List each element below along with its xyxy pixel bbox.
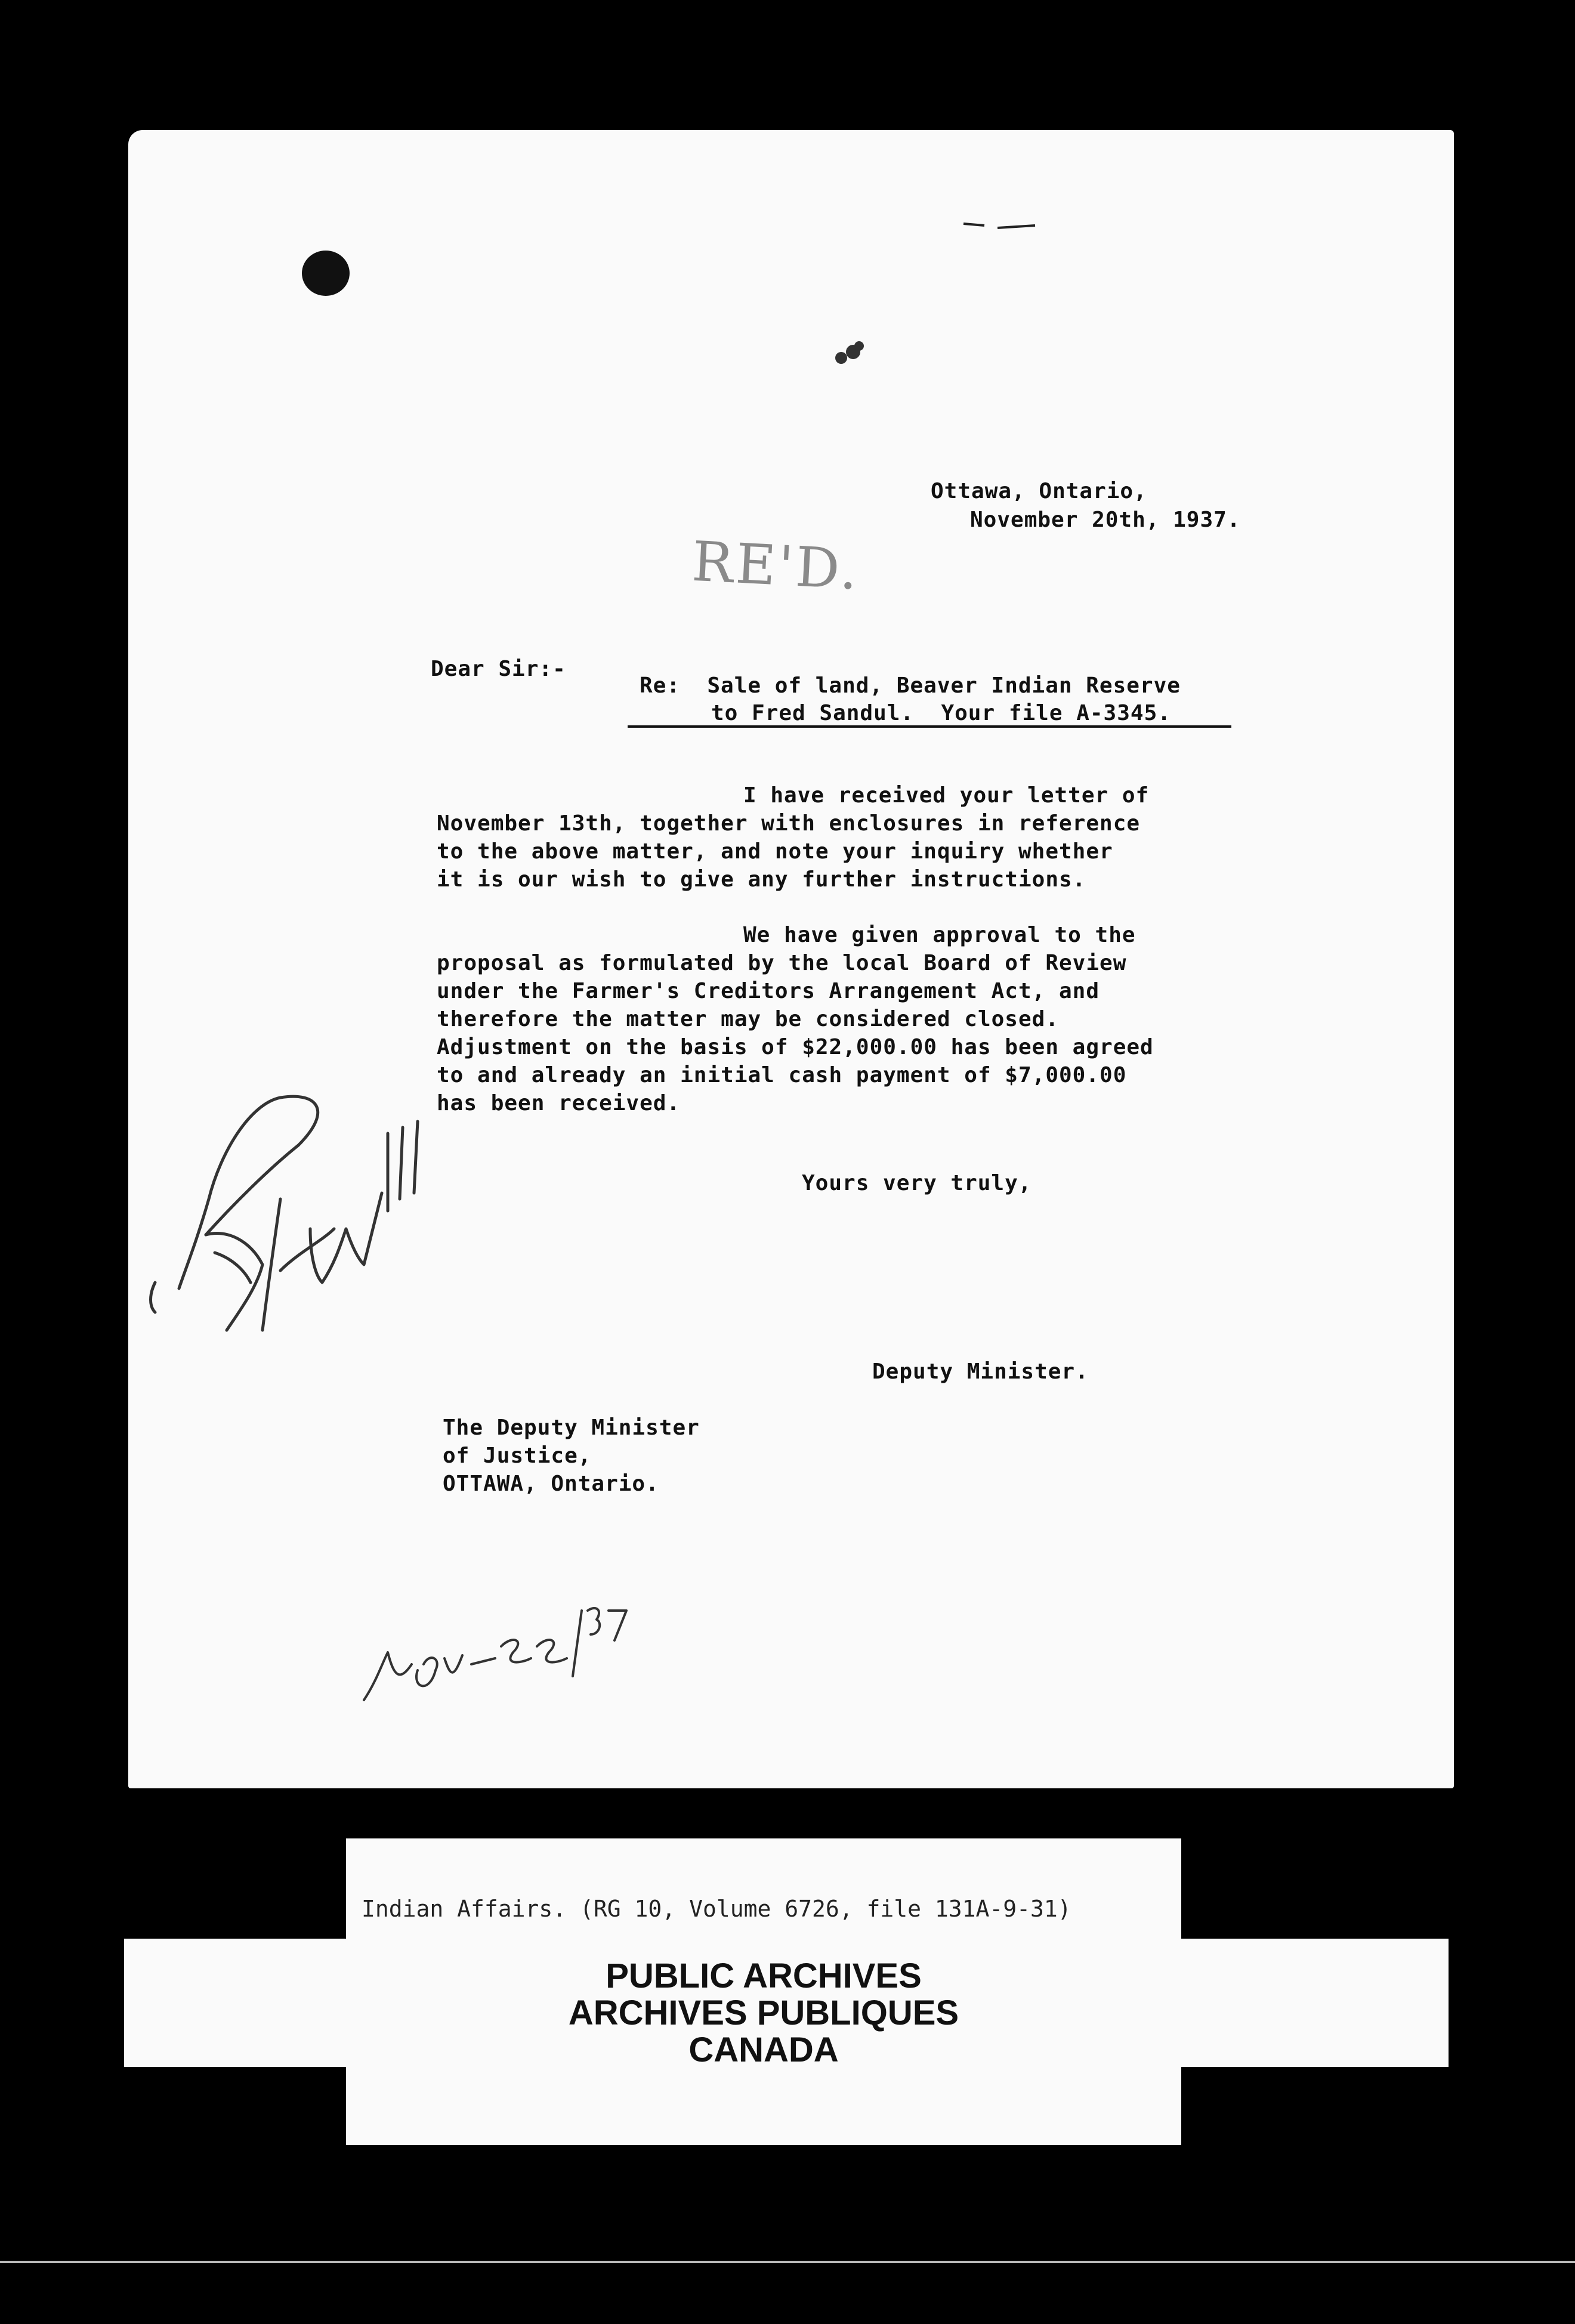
addressee-line-1: The Deputy Minister: [443, 1416, 700, 1440]
subject-line-2: to Fred Sandul. Your file A-3345.: [711, 701, 1171, 725]
archive-title: [346, 1958, 1181, 2069]
archive-reference: Indian Affairs. (RG 10, Volume 6726, file 131A-9-31): [362, 1896, 1071, 1922]
letter-place: Ottawa, Ontario,: [931, 479, 1147, 503]
paragraph-2-line-7: has been received.: [437, 1091, 681, 1115]
salutation: Dear Sir:-: [431, 657, 566, 681]
archive-title-line-3: CANADA: [688, 2031, 839, 2069]
paragraph-2-line-5: Adjustment on the basis of $22,000.00 has been agreed: [437, 1035, 1154, 1059]
archive-label-bottom: [346, 2064, 1181, 2145]
paragraph-1-line-2: November 13th, together with enclosures in reference: [437, 811, 1141, 836]
paragraph-2-line-2: proposal as formulated by the local Board of Review: [437, 951, 1127, 975]
addressee-line-3: OTTAWA, Ontario.: [443, 1472, 659, 1496]
paragraph-1-line-4: it is our wish to give any further instructions.: [437, 867, 1086, 892]
letter-date: November 20th, 1937.: [970, 508, 1241, 532]
paragraph-2-line-1: We have given approval to the: [743, 923, 1136, 947]
subject-line-1: Re: Sale of land, Beaver Indian Reserve: [640, 673, 1181, 698]
archive-title-line-1: PUBLIC ARCHIVES: [606, 1957, 922, 1995]
paragraph-2-line-4: therefore the matter may be considered closed.: [437, 1007, 1059, 1031]
paragraph-2-line-6: to and already an initial cash payment of $7,000.00: [437, 1063, 1127, 1087]
signature-title: Deputy Minister.: [872, 1359, 1089, 1384]
received-stamp: RE'D.: [690, 529, 862, 602]
paragraph-1-line-3: to the above matter, and note your inquiry whether: [437, 839, 1113, 864]
closing: Yours very truly,: [802, 1171, 1032, 1195]
archive-title-line-2: ARCHIVES PUBLIQUES: [568, 1994, 959, 2032]
paragraph-1-line-1: I have received your letter of: [743, 783, 1150, 808]
bottom-edge-line: [0, 2261, 1575, 2263]
paragraph-2-line-3: under the Farmer's Creditors Arrangement Act, and: [437, 979, 1100, 1003]
addressee-line-2: of Justice,: [443, 1444, 592, 1468]
